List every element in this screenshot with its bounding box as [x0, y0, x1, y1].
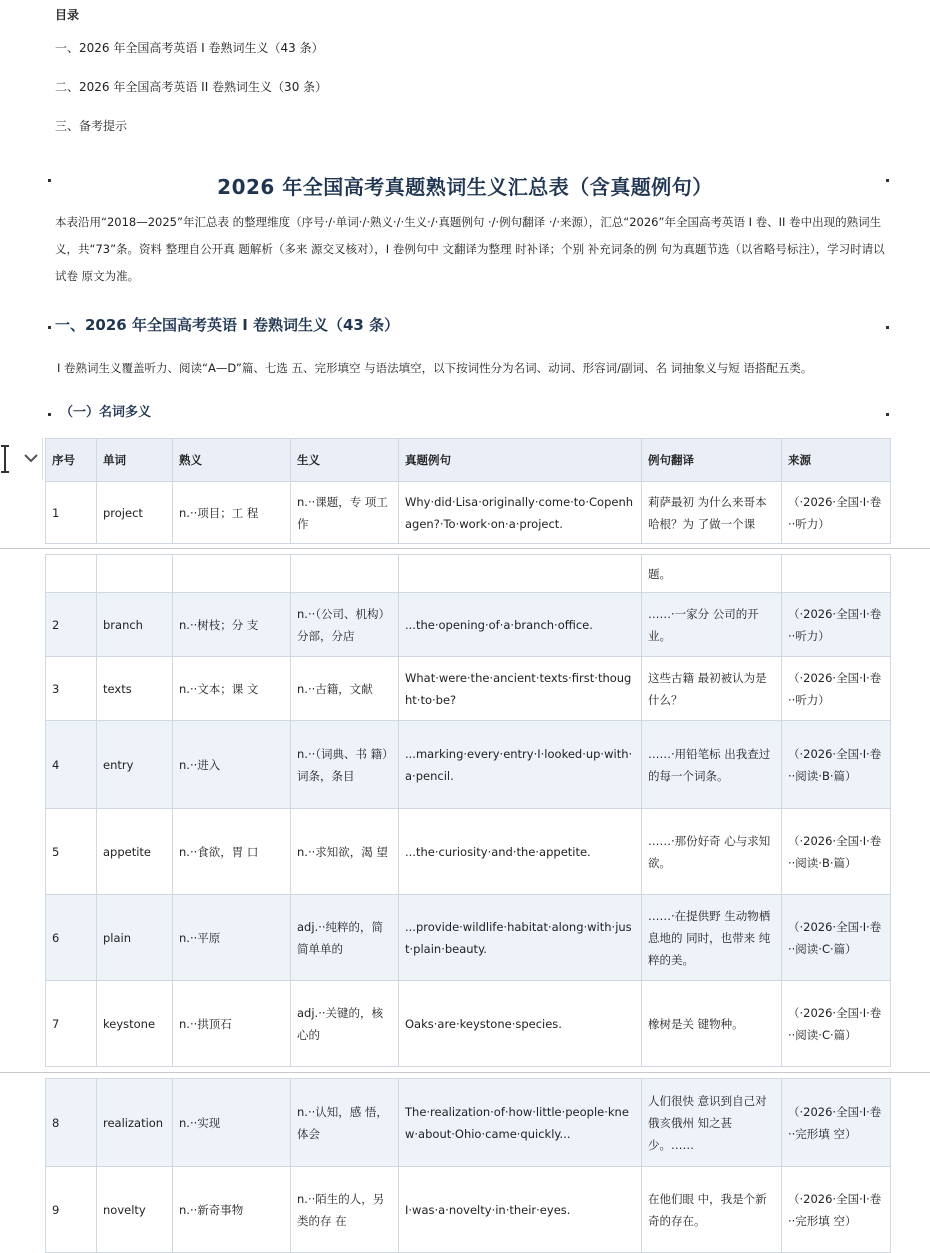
table-row	[46, 981, 891, 1067]
cell-source: （·2026·全国·I·卷··阅读·C·篇）	[782, 895, 891, 981]
cell-known: n.··实现	[173, 1079, 291, 1167]
cell-word: appetite	[97, 809, 173, 895]
cell-new: n.··（公司、机构）分部，分店	[291, 593, 399, 657]
cell-word: plain	[97, 895, 173, 981]
cell-example: What·were·the·ancient·texts·first·thought·to·be?	[399, 657, 642, 721]
col-header-known: 熟义	[173, 439, 291, 482]
cell-word: texts	[97, 657, 173, 721]
cell-no: 2	[46, 593, 97, 657]
cell-known: n.··项目；工 程	[173, 482, 291, 544]
cell-new: n.··陌生的人，另类的存 在	[291, 1167, 399, 1253]
cell-no: 9	[46, 1167, 97, 1253]
cell-source: （·2026·全国·I·卷··听力）	[782, 482, 891, 544]
cell-known: n.··食欲，胃 口	[173, 809, 291, 895]
document-title: 2026 年全国高考真题熟词生义汇总表（含真题例句）	[217, 175, 713, 199]
cell-source: （·2026·全国·I·卷··阅读·C·篇）	[782, 981, 891, 1067]
col-header-source: 来源	[782, 439, 891, 482]
cell-new: adj.··关键的，核 心的	[291, 981, 399, 1067]
cell-new: n.··古籍，文献	[291, 657, 399, 721]
table-row	[46, 1167, 891, 1253]
cell-example: I·was·a·novelty·in·their·eyes.	[399, 1167, 642, 1253]
cell-word: branch	[97, 593, 173, 657]
cell-translation: 橡树是关 键物种。	[642, 981, 782, 1067]
cell-known: n.··文本；课 文	[173, 657, 291, 721]
vocab-table-part-3	[45, 1078, 891, 1253]
col-header-no: 序号	[46, 439, 97, 482]
cell-example: The·realization·of·how·little·people·knew·about·Ohio·came·quickly...	[399, 1079, 642, 1167]
table-row	[46, 657, 891, 721]
chevron-down-icon	[25, 455, 37, 461]
cell-example: ...marking·every·entry·I·looked·up·with·a·pencil.	[399, 721, 642, 809]
cell-source: （·2026·全国·I·卷··听力）	[782, 593, 891, 657]
cell-example: Oaks·are·keystone·species.	[399, 981, 642, 1067]
cell-source	[782, 555, 891, 593]
table-row	[46, 593, 891, 657]
cell-no: 7	[46, 981, 97, 1067]
cell-source: （·2026·全国·I·卷··阅读·B·篇）	[782, 809, 891, 895]
cell-known: n.··平原	[173, 895, 291, 981]
cell-translation: ……·在提供野 生动物栖息地的 同时，也带来 纯粹的美。	[642, 895, 782, 981]
section-heading: 一、2026 年全国高考英语 I 卷熟词生义（43 条）	[55, 316, 400, 334]
cell-new: n.··课题，专 项工作	[291, 482, 399, 544]
cell-word: entry	[97, 721, 173, 809]
toc-item-1[interactable]: 一、2026 年全国高考英语 I 卷熟词生义（43 条）	[55, 41, 324, 55]
table-row	[46, 482, 891, 544]
cell-translation: ……·用铅笔标 出我查过的每一个词条。	[642, 721, 782, 809]
col-header-translation: 例句翻译	[642, 439, 782, 482]
col-header-example: 真题例句	[399, 439, 642, 482]
table-row	[46, 895, 891, 981]
cell-example: ...the·curiosity·and·the·appetite.	[399, 809, 642, 895]
cell-word: keystone	[97, 981, 173, 1067]
cell-no: 1	[46, 482, 97, 544]
cell-translation: 人们很快 意识到自己对 俄亥俄州 知之甚少。……	[642, 1079, 782, 1167]
cell-translation: 题。	[642, 555, 782, 593]
cell-example: ...provide·wildlife·habitat·along·with·just·plain·beauty.	[399, 895, 642, 981]
cell-word: novelty	[97, 1167, 173, 1253]
cell-translation: ……·一家分 公司的开业。	[642, 593, 782, 657]
cell-source: （·2026·全国·I·卷··阅读·B·篇）	[782, 721, 891, 809]
cell-no: 5	[46, 809, 97, 895]
cell-new: n.··（词典、书 籍）词条，条目	[291, 721, 399, 809]
cell-new	[291, 555, 399, 593]
table-row	[46, 1079, 891, 1167]
toc-item-3[interactable]: 三、备考提示	[55, 119, 128, 133]
cell-new: adj.··纯粹的，简 简单单的	[291, 895, 399, 981]
table-row	[46, 721, 891, 809]
cell-no: 4	[46, 721, 97, 809]
table-handle[interactable]	[0, 438, 43, 480]
toc-item-2[interactable]: 二、2026 年全国高考英语 II 卷熟词生义（30 条）	[55, 80, 328, 94]
table-row	[46, 555, 891, 593]
cell-source: （·2026·全国·I·卷··完形填 空）	[782, 1167, 891, 1253]
cell-example: Why·did·Lisa·originally·come·to·Copenhagen?·To·work·on·a·project.	[399, 482, 642, 544]
cell-new: n.··认知，感 悟，体会	[291, 1079, 399, 1167]
subsection-heading: （一）名词多义	[60, 405, 152, 420]
section-summary: I 卷熟词生义覆盖听力、阅读“A—D”篇、七选 五、完形填空 与语法填空，以下按词性分为名词、动词、形容词/副词、名 词抽象义与短 语搭配五类。	[57, 361, 813, 375]
col-header-word: 单词	[97, 439, 173, 482]
cell-example: ...the·opening·of·a·branch·office.	[399, 593, 642, 657]
cell-source: （·2026·全国·I·卷··完形填 空）	[782, 1079, 891, 1167]
vocab-table-part-1	[45, 438, 891, 544]
cell-known: n.··拱顶石	[173, 981, 291, 1067]
cell-no: 3	[46, 657, 97, 721]
cell-known	[173, 555, 291, 593]
page-break	[0, 548, 930, 549]
cell-known: n.··新奇事物	[173, 1167, 291, 1253]
cell-word	[97, 555, 173, 593]
vocab-table-part-2	[45, 554, 891, 1067]
cell-translation: 莉萨最初 为什么来哥本哈根？为 了做一个课	[642, 482, 782, 544]
cell-word: project	[97, 482, 173, 544]
col-header-new: 生义	[291, 439, 399, 482]
cell-known: n.··进入	[173, 721, 291, 809]
cell-example	[399, 555, 642, 593]
cell-known: n.··树枝；分 支	[173, 593, 291, 657]
text-cursor-icon	[0, 438, 42, 480]
cell-source: （·2026·全国·I·卷··听力）	[782, 657, 891, 721]
cell-no: 8	[46, 1079, 97, 1167]
page-break	[0, 1072, 930, 1073]
cell-translation: ……·那份好奇 心与求知欲。	[642, 809, 782, 895]
cell-word: realization	[97, 1079, 173, 1167]
cell-no: 6	[46, 895, 97, 981]
table-row	[46, 809, 891, 895]
toc-heading: 目录	[55, 8, 80, 22]
table-header-row	[46, 439, 891, 482]
cell-translation: 在他们眼 中，我是个新 奇的存在。	[642, 1167, 782, 1253]
cell-no	[46, 555, 97, 593]
intro-paragraph: 本表沿用“2018—2025”年汇总表 的整理维度（序号·/·单词·/·熟义·/·生义·/·真题例句 ·/·例句翻译 ·/·来源），汇总“2026”年全国高考英语 I 卷、II 卷中出现的熟词生义，共“73”条。资料 整理自公开真 题解析（多来 源交叉核对），I 卷例句中 文翻译为整理 时补译；个别 补充词条的例 句为真题节选（以省略号标注），学习时请以试卷 原文为准。	[55, 215, 885, 283]
cell-new: n.··求知欲，渴 望	[291, 809, 399, 895]
cell-translation: 这些古籍 最初被认为是 什么？	[642, 657, 782, 721]
